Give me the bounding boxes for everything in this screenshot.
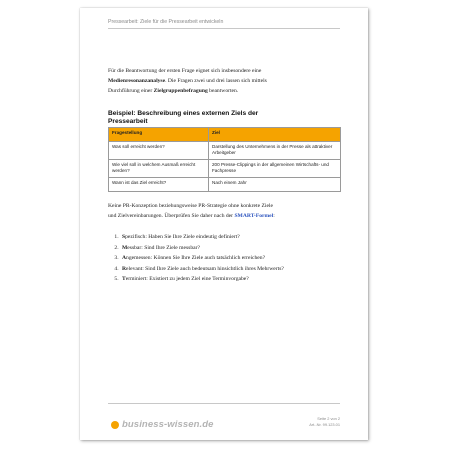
table-cell: Was soll erreicht werden?: [109, 142, 209, 160]
list-item-text: erminiert: Existiert zu jedem Ziel eine Terminvorgabe?: [125, 276, 249, 282]
example-heading: [108, 110, 340, 125]
list-item: [120, 232, 352, 243]
brand-logo: [111, 419, 214, 430]
page-number: Seite 2 von 2: [317, 416, 340, 421]
smart-letter: T: [122, 276, 126, 282]
table-cell: Darstellung des Unternehmens in der Presse als attraktiver Arbeitgeber: [209, 142, 341, 160]
intro-line-3-pre: Durchführung einer: [108, 88, 154, 94]
page-info: [280, 416, 340, 427]
list-item: [120, 264, 297, 275]
document-page: [80, 8, 368, 440]
intro-bold-term-1: Medienresonanzanalyse: [108, 78, 166, 84]
smart-letter: A: [122, 255, 127, 261]
page-header: Pressearbeit: Ziele für die Pressearbeit entwickeln: [108, 19, 340, 29]
smart-list: [108, 232, 352, 285]
smart-intro-colon: :: [273, 213, 275, 219]
smart-intro-paragraph: [108, 201, 340, 221]
table-header-ziel: Ziel: [209, 128, 341, 142]
smart-formula-link[interactable]: SMART-Formel: [234, 213, 274, 219]
table-cell: 200 Presse-Clippings in der allgemeinen Wirtschafts- und Fachpresse: [209, 160, 341, 178]
smart-letter: S: [122, 234, 126, 240]
table-row: [109, 160, 341, 178]
list-item-text: elevant: Sind Ihre Ziele auch bedeutsam hinsichtlich ihres Mehrwerts?: [126, 265, 284, 272]
table-header-fragestellung: Fragestellung: [109, 128, 209, 142]
table-row: [109, 178, 341, 192]
smart-intro-line-2: und Zielvereinbarungen. Überprüfen Sie daher nach der: [108, 213, 235, 219]
goal-table: [108, 127, 341, 192]
intro-bold-term-2: Zielgruppenbefragung: [153, 88, 208, 94]
list-item-text: pezifisch: Haben Sie Ihre Ziele eindeutig definiert?: [125, 234, 240, 240]
table-cell: Nach einem Jahr: [209, 178, 341, 192]
article-number: Art.-Nr. 99.123.01: [309, 421, 340, 427]
table-cell: Wie viel soll in welchem Ausmaß erreicht werden?: [109, 160, 209, 178]
list-item-text: essbar: Sind Ihre Ziele messbar?: [127, 244, 200, 251]
table-header-row: [109, 128, 341, 142]
list-item: [120, 253, 352, 264]
intro-line-2: . Die Fragen zwei und drei lassen sich mittels: [165, 78, 267, 84]
logo-text: business-wissen.de: [122, 419, 214, 430]
logo-dot-icon: [111, 421, 119, 429]
list-item: [120, 243, 352, 254]
table-cell: Wann ist das Ziel erreicht?: [109, 178, 209, 192]
footer-divider: [108, 403, 340, 404]
list-item: [120, 274, 352, 285]
intro-line-3-post: beantworten.: [207, 88, 239, 94]
smart-letter: M: [122, 244, 128, 251]
intro-line-1: Für die Beantwortung der ersten Frage eignet sich insbesondere eine: [108, 68, 262, 74]
table-row: [109, 142, 341, 160]
smart-letter: R: [122, 265, 127, 272]
example-heading-line-1: Beispiel: Beschreibung eines externen Ziels der: [108, 110, 259, 117]
example-heading-line-2: Pressearbeit: [108, 117, 148, 125]
list-item-text: ngemessen: Können Sie Ihre Ziele auch tatsächlich erreichen?: [126, 255, 266, 261]
intro-paragraph: [108, 66, 340, 96]
smart-intro-line-1: Keine PR-Konzeption beziehungsweise PR-Strategie ohne konkrete Ziele: [108, 203, 273, 209]
